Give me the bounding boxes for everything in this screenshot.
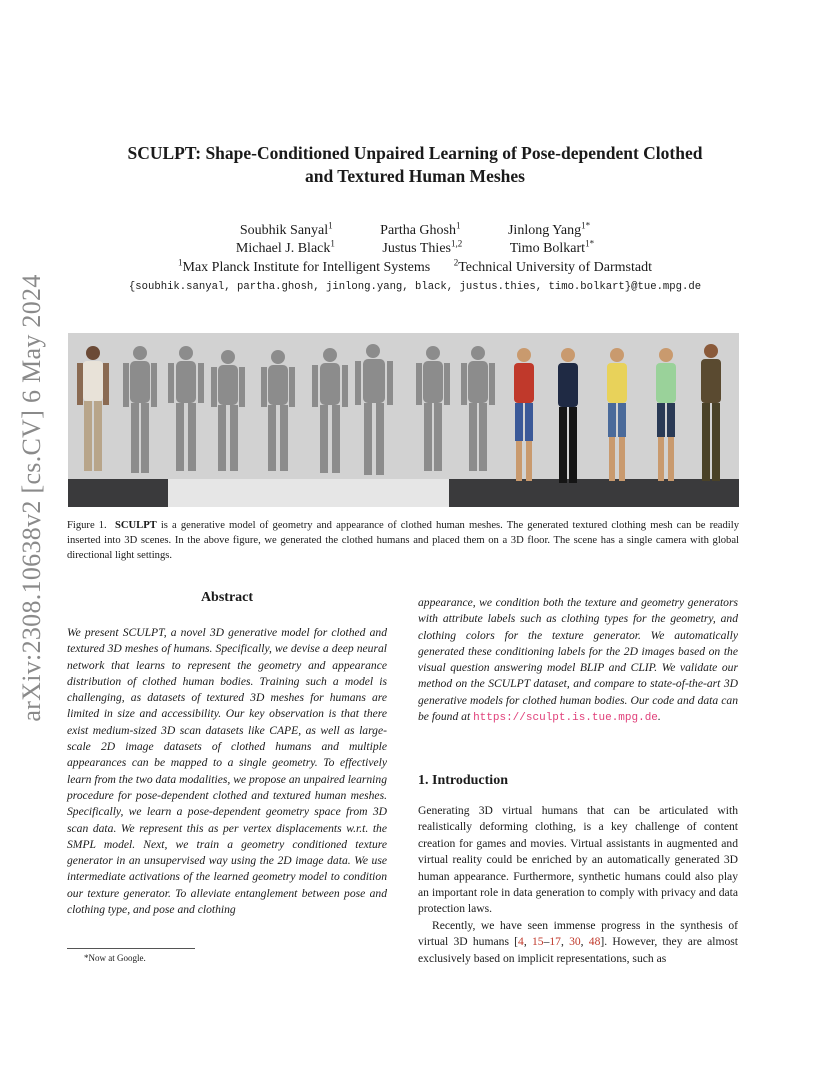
caption-label: Figure 1.: [67, 520, 107, 531]
citation-link[interactable]: 30: [569, 935, 581, 949]
footnote-rule: [67, 948, 195, 949]
introduction-text: [418, 803, 738, 967]
arxiv-identifier: [0, 274, 64, 722]
author: Soubhik Sanyal$^1$: [239, 220, 333, 238]
figure-caption: [67, 518, 739, 563]
citation-link[interactable]: 4: [518, 935, 524, 949]
abstract-heading: Abstract: [200, 590, 254, 605]
author: Michael J. Black$^1$: [235, 238, 335, 256]
caption-text: is a generative model of geometry and appearance of clothed human meshes. The generated textured clothing mesh can be readily inserted into 3D scenes. In the above figure, we generated the clothed humans and placed them on a 3D floor. The scene has a single camera with global directional light settings.: [67, 520, 739, 561]
intro-paragraph-2: Recently, we have seen immense progress in the synthesis of virtual 3D humans [4, 15–17, 30, 48]. However, they are almost exclusively based on implicit representations, such as: [418, 918, 739, 965]
author: Justus Thies$^{1,2}$: [382, 238, 463, 256]
author: Partha Ghosh$^1$: [380, 220, 461, 238]
introduction-heading: 1. Introduction: [418, 773, 508, 788]
citation-link[interactable]: 48: [588, 935, 601, 949]
title-line-2: and Textured Human Meshes: [305, 166, 525, 186]
authors-row-1: [60, 221, 770, 240]
affiliations: [60, 258, 770, 277]
citation-link[interactable]: 15: [531, 935, 544, 949]
arxiv-id-text: arXiv:2308.10638v2 [cs.CV] 6 May 2024: [17, 274, 46, 722]
paper-title: [70, 142, 760, 188]
project-url-link[interactable]: https://sculpt.is.tue.mpg.de: [473, 712, 658, 725]
teaser-figure: [68, 333, 739, 507]
caption-bold: SCULPT: [114, 520, 157, 531]
author: Jinlong Yang$^{1*}$: [507, 220, 591, 238]
textured-humans: [514, 344, 721, 483]
authors-row-2: [60, 239, 770, 258]
figure-humans: [68, 333, 739, 507]
author-emails: {soubhik.sanyal, partha.ghosh, jinlong.yang, black, justus.thies, timo.bolkart}@tue.mpg.de: [128, 281, 702, 293]
abstract-text-left: We present SCULPT, a novel 3D generative model for clothed and textured 3D meshes of humans. Specifically, we devise a deep neural network that learns to represent the geometry and appearance distribution of clothed human bodies. Training such a model is challenging, as datasets of textured 3D meshes for humans are limited in size and accessibility. Our key observation is that there exist medium-sized 3D scan datasets like CAPE, as well as large-scale 2D image datasets of clothed humans and multiple appearances can be mapped to a single geometry. To effectively learn from the two data modalities, we propose an unpaired learning procedure for pose-dependent clothed and textured human meshes. Specifically, we learn a pose-dependent geometry space from 3D scan data. We represent this as per vertex displacements w.r.t. the SMPL model. Next, we train a geometry conditioned texture generator in an unsupervised way using the 2D image data. We use intermediate activations of the learned geometry model to condition our texture generator. To alleviate entanglement between pose and clothing type, and pose and clothing: [67, 626, 387, 917]
footnote: *Now at Google.: [84, 953, 146, 963]
citation-link[interactable]: 17: [549, 935, 561, 949]
geometry-meshes: [123, 344, 495, 475]
textured-human: [77, 346, 109, 471]
intro-paragraph-1: Generating 3D virtual humans that can be articulated with realistically deforming clothing, is a key challenge of content creation for games and movies. Virtual assistants in augmented and virtual reality could be enriched by an automatically generated 3D human appearance. Furthermore, synthetic humans could also play an important role in data generation to comply with privacy and data protection laws.: [418, 804, 738, 916]
affiliation: $^2$Technical University of Darmstadt: [453, 257, 652, 275]
affiliation: $^1$Max Planck Institute for Intelligent Systems: [178, 257, 431, 275]
abstract-text-right: appearance, we condition both the texture and geometry generators with attribute labels such as clothing types for the geometry, and clothing colors for the texture generator. We automatically generated these conditioning labels for the 2D images based on the visual question answering model BLIP and CLIP. We validate our method on the SCULPT dataset, and compare to state-of-the-art 3D generative models for clothed human bodies. Our code and data can be found at https://sculpt.is.tue.mpg.de.: [418, 596, 738, 725]
title-line-1: SCULPT: Shape-Conditioned Unpaired Learning of Pose-dependent Clothed: [127, 143, 703, 163]
author: Timo Bolkart$^{1*}$: [509, 238, 595, 256]
